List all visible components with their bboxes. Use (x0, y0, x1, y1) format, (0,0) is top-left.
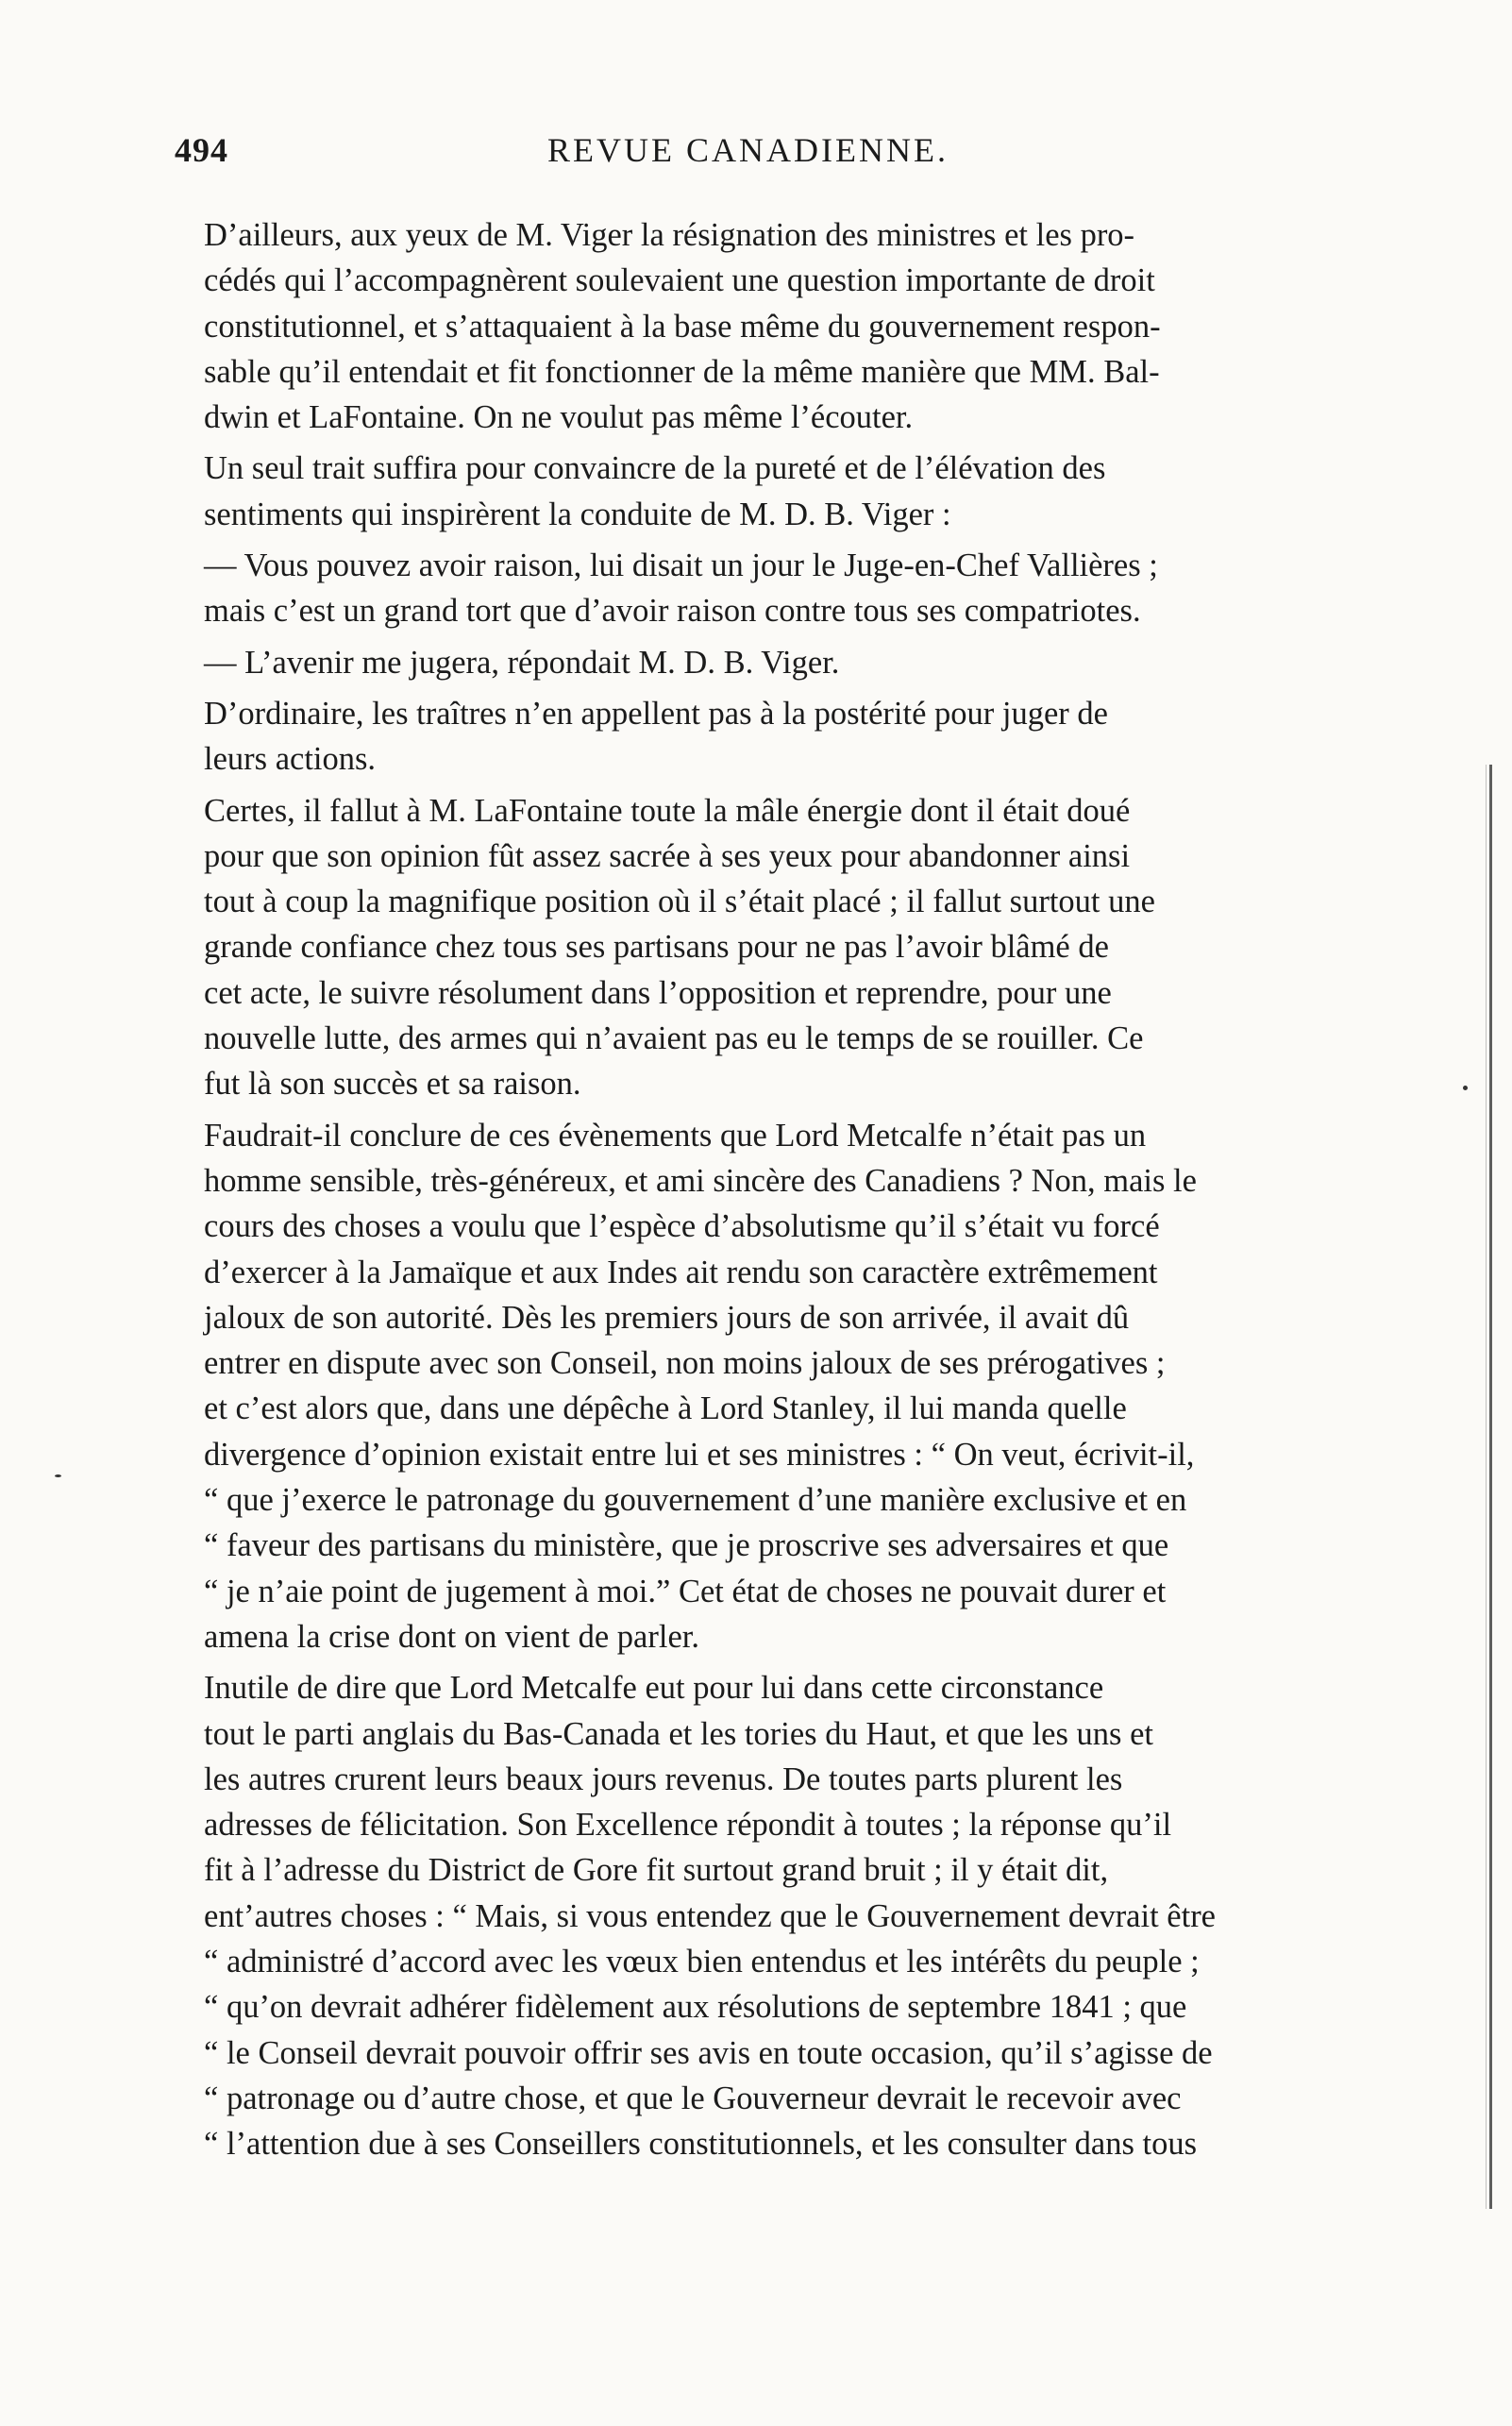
dialogue-paragraph (159, 640, 1321, 685)
text-line: jaloux de son autorité. Dès les premiers jours de son arrivée, il avait dû (204, 1299, 1130, 1336)
text-line: D’ordinaire, les traîtres n’en appellent pas à la postérité pour juger de (204, 695, 1108, 732)
text-line: mais c’est un grand tort que d’avoir raison contre tous ses compatriotes. (204, 593, 1141, 630)
text-line: “ je n’aie point de jugement à moi.” Cet état de choses ne pouvait durer et (204, 1573, 1167, 1609)
text-line: dwin et LaFontaine. On ne voulut pas même l’écouter. (204, 399, 914, 436)
text-line: homme sensible, très-généreux, et ami sincère des Canadiens ? Non, mais le (204, 1162, 1197, 1199)
text-line: pour que son opinion fût assez sacrée à ses yeux pour abandonner ainsi (204, 837, 1131, 874)
text-line: entrer en dispute avec son Conseil, non moins jaloux de ses prérogatives ; (204, 1345, 1166, 1382)
paragraph (159, 691, 1321, 783)
text-line: “ administré d’accord avec les vœux bien entendus et les intérêts du peuple ; (204, 1943, 1200, 1980)
text-line: “ patronage ou d’autre chose, et que le Gouverneur devrait le recevoir avec (204, 2080, 1182, 2116)
dialogue-paragraph (159, 543, 1321, 634)
text-line: “ faveur des partisans du ministère, que je proscrive ses adversaires et que (204, 1527, 1169, 1564)
text-line: cours des choses a voulu que l’espèce d’absolutisme qu’il s’était vu forcé (204, 1208, 1160, 1245)
text-line: “ que j’exerce le patronage du gouvernement d’une manière exclusive et en (204, 1482, 1187, 1519)
ink-speck (1463, 1086, 1468, 1090)
text-line: divergence d’opinion existait entre lui et ses ministres : “ On veut, écrivit-il, (204, 1436, 1195, 1473)
text-line: amena la crise dont on vient de parler. (204, 1618, 699, 1655)
text-line: nouvelle lutte, des armes qui n’avaient pas eu le temps de se rouiller. Ce (204, 1020, 1144, 1057)
text-line: et c’est alors que, dans une dépêche à Lord Stanley, il lui manda quelle (204, 1390, 1127, 1427)
text-line: ent’autres choses : “ Mais, si vous entendez que le Gouvernement devrait être (204, 1897, 1216, 1934)
text-line: “ qu’on devrait adhérer fidèlement aux résolutions de septembre 1841 ; que (204, 1989, 1187, 2026)
text-line: tout le parti anglais du Bas-Canada et les tories du Haut, et que les uns et (204, 1715, 1153, 1752)
text-line: Faudrait-il conclure de ces évènements que Lord Metcalfe n’était pas un (204, 1117, 1147, 1154)
text-line: grande confiance chez tous ses partisans pour ne pas l’avoir blâmé de (204, 929, 1109, 966)
binding-edge-rule (1489, 765, 1492, 2209)
paragraph (159, 788, 1321, 1107)
paragraph (159, 446, 1321, 537)
text-line: cédés qui l’accompagnèrent soulevaient une question importante de droit (204, 262, 1155, 299)
text-line: fut là son succès et sa raison. (204, 1066, 581, 1103)
text-line: d’exercer à la Jamaïque et aux Indes ait rendu son caractère extrêmement (204, 1254, 1158, 1290)
text-line: D’ailleurs, aux yeux de M. Viger la résignation des ministres et les pro- (204, 217, 1135, 253)
text-line: “ l’attention due à ses Conseillers constitutionnels, et les consulter dans tous (204, 2126, 1198, 2163)
text-line: adresses de félicitation. Son Excellence répondit à toutes ; la réponse qu’il (204, 1807, 1172, 1844)
body-text (159, 212, 1321, 2172)
paragraph (159, 212, 1321, 440)
text-line: constitutionnel, et s’attaquaient à la base même du gouvernement respon- (204, 308, 1161, 345)
text-line: — Vous pouvez avoir raison, lui disait un jour le Juge-en-Chef Vallières ; (204, 548, 1158, 584)
page-number: 494 (175, 131, 228, 169)
text-line: — L’avenir me jugera, répondait M. D. B. Viger. (204, 644, 840, 681)
text-line: “ le Conseil devrait pouvoir offrir ses avis en toute occasion, qu’il s’agisse de (204, 2034, 1213, 2071)
running-title: REVUE CANADIENNE. (547, 131, 949, 169)
text-line: les autres crurent leurs beaux jours revenus. De toutes parts plurent les (204, 1761, 1123, 1797)
ink-speck (55, 1474, 61, 1477)
text-line: cet acte, le suivre résolument dans l’opposition et reprendre, pour une (204, 974, 1112, 1011)
paragraph (159, 1665, 1321, 2166)
text-line: Certes, il fallut à M. LaFontaine toute la mâle énergie dont il était doué (204, 792, 1131, 829)
page-header (175, 130, 1321, 187)
text-line: leurs actions. (204, 741, 377, 778)
text-line: sable qu’il entendait et fit fonctionner de la même manière que MM. Bal- (204, 353, 1160, 390)
binding-edge-rule-faint (1486, 765, 1487, 2209)
text-line: sentiments qui inspirèrent la conduite de M. D. B. Viger : (204, 496, 951, 532)
text-line: Un seul trait suffira pour convaincre de la pureté et de l’élévation des (204, 450, 1106, 487)
text-line: tout à coup la magnifique position où il s’était placé ; il fallut surtout une (204, 884, 1155, 920)
paragraph (159, 1113, 1321, 1660)
text-line: fit à l’adresse du District de Gore fit surtout grand bruit ; il y était dit, (204, 1852, 1109, 1889)
text-line: Inutile de dire que Lord Metcalfe eut pour lui dans cette circonstance (204, 1670, 1104, 1707)
